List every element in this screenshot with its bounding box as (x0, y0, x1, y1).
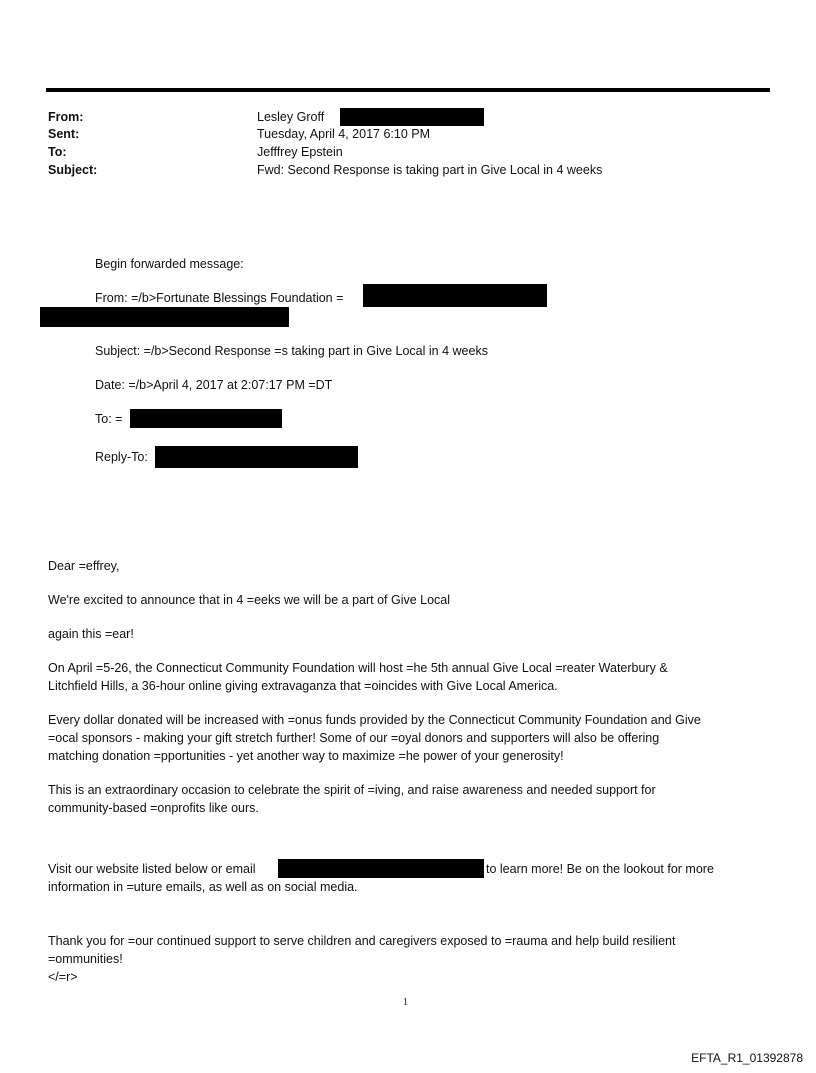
forward-reply-to: Reply-To: (95, 450, 148, 464)
paragraph-line: Litchfield Hills, a 36-hour online giving extravaganza that =oincides with Give Local America. (48, 679, 558, 693)
forward-intro: Begin forwarded message: (95, 257, 244, 271)
paragraph: We're excited to announce that in 4 =eeks we will be a part of Give Local (48, 593, 451, 607)
header-rule (46, 88, 770, 92)
from-label: From: (48, 110, 84, 124)
forward-subject: Subject: =/b>Second Response =s taking part in Give Local in 4 weeks (95, 344, 488, 358)
forward-from: From: =/b>Fortunate Blessings Foundation = (95, 291, 344, 305)
paragraph: again this =ear! (48, 627, 134, 641)
subject-value: Fwd: Second Response is taking part in Give Local in 4 weeks (257, 163, 603, 177)
paragraph-line: This is an extraordinary occasion to celebrate the spirit of =iving, and raise awareness and needed support for (48, 783, 656, 797)
to-value: Jefffrey Epstein (257, 145, 343, 159)
paragraph-line: matching donation =pportunities - yet another way to maximize =he power of your generosity! (48, 749, 564, 763)
greeting: Dear =effrey, (48, 559, 120, 573)
paragraph-line: to learn more! Be on the lookout for more (486, 862, 714, 876)
redaction (363, 284, 547, 307)
paragraph-line: =ocal sponsors - making your gift stretch further! Some of our =oyal donors and supporters will also be offering (48, 731, 660, 745)
paragraph-line: information in =uture emails, as well as on social media. (48, 880, 358, 894)
paragraph-line: community-based =onprofits like ours. (48, 801, 259, 815)
paragraph-line: =ommunities! (48, 952, 123, 966)
redaction (155, 446, 358, 468)
document-id: EFTA_R1_01392878 (691, 1051, 803, 1065)
forward-date: Date: =/b>April 4, 2017 at 2:07:17 PM =DT (95, 378, 333, 392)
redaction (278, 859, 484, 878)
sent-label: Sent: (48, 127, 80, 141)
paragraph-line: On April =5-26, the Connecticut Community Foundation will host =he 5th annual Give Local =reater Waterbury & (48, 661, 668, 675)
forward-to: To: = (95, 412, 123, 426)
paragraph-line: Visit our website listed below or email (48, 862, 256, 876)
redaction (130, 409, 282, 428)
paragraph-line: Every dollar donated will be increased with =onus funds provided by the Connecticut Community Foundation and Give (48, 713, 701, 727)
redaction (40, 307, 289, 327)
page-number: 1 (403, 997, 408, 1008)
paragraph-line: Thank you for =our continued support to serve children and caregivers exposed to =rauma and help build resilient (48, 934, 676, 948)
to-label: To: (48, 145, 67, 159)
redaction (340, 108, 484, 126)
sent-value: Tuesday, April 4, 2017 6:10 PM (257, 127, 431, 141)
from-value: Lesley Groff (257, 110, 325, 124)
paragraph-line: </=r> (48, 970, 78, 984)
subject-label: Subject: (48, 163, 98, 177)
